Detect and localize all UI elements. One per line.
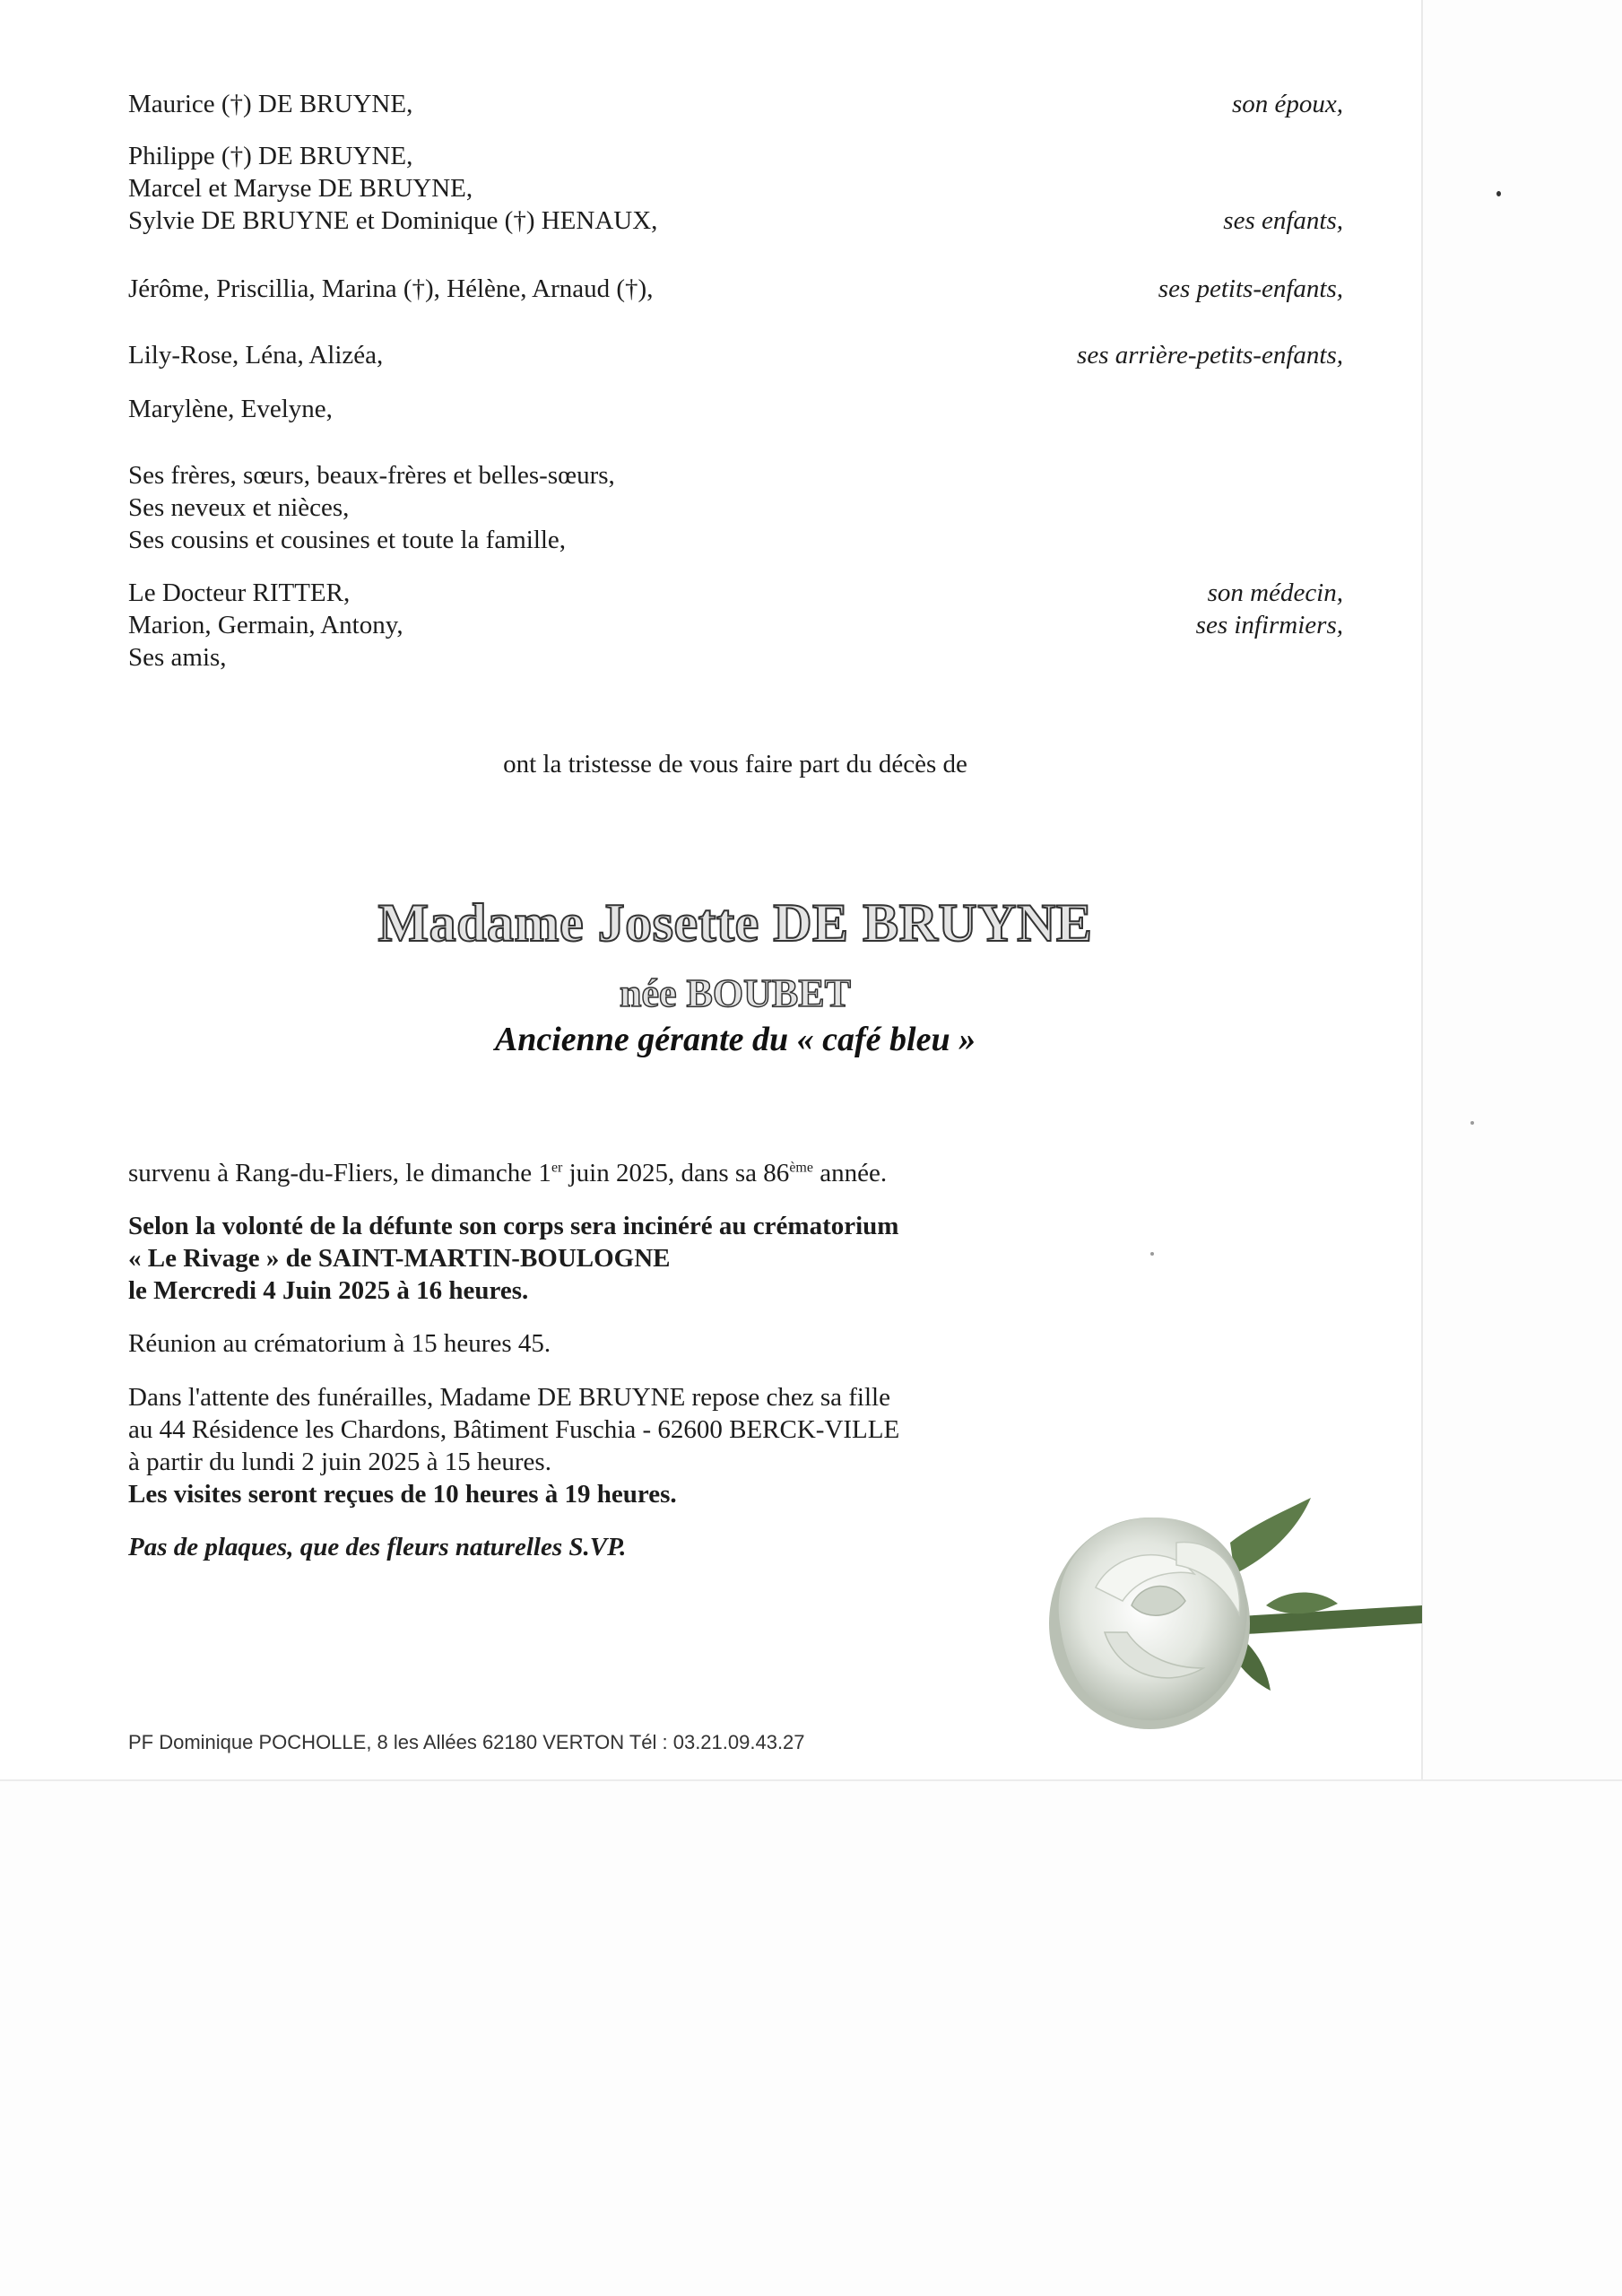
family-name-line: Marcel et Maryse DE BRUYNE, bbox=[128, 174, 473, 203]
family-row-grandchildren bbox=[128, 273, 1343, 305]
death-text: juin 2025, dans sa 86 bbox=[562, 1159, 790, 1187]
relation-line: ses petits-enfants, bbox=[1158, 274, 1343, 303]
family-relation bbox=[1158, 273, 1343, 305]
flowers-note bbox=[128, 1531, 1070, 1563]
family-row-others bbox=[128, 393, 1343, 425]
family-relation bbox=[1077, 339, 1343, 371]
family-name-line: Sylvie DE BRUYNE et Dominique (†) HENAUX, bbox=[128, 206, 658, 235]
family-names bbox=[128, 273, 653, 305]
family-name-line: Maurice (†) DE BRUYNE, bbox=[128, 90, 413, 118]
ordinal-suffix: ème bbox=[789, 1160, 813, 1176]
family-names bbox=[128, 459, 615, 556]
family-name-line: Jérôme, Priscillia, Marina (†), Hélène, Arnaud (†), bbox=[128, 274, 654, 303]
relation-line: son époux, bbox=[1231, 90, 1343, 118]
cremation-line: le Mercredi 4 Juin 2025 à 16 heures. bbox=[128, 1276, 529, 1305]
rest-line: au 44 Résidence les Chardons, Bâtiment Fuschia - 62600 BERCK-VILLE bbox=[128, 1415, 900, 1444]
announcement-text: ont la tristesse de vous faire part du décès de bbox=[503, 750, 967, 778]
rose-leaf bbox=[1266, 1593, 1338, 1614]
family-name-line: Marylène, Evelyne, bbox=[128, 395, 333, 423]
family-names bbox=[128, 393, 333, 425]
ordinal-suffix: er bbox=[551, 1160, 563, 1176]
white-rose-image bbox=[1042, 1489, 1427, 1753]
cremation-line: « Le Rivage » de SAINT-MARTIN-BOULOGNE bbox=[128, 1244, 671, 1273]
meeting-details bbox=[128, 1327, 1070, 1360]
relation-line: son médecin, bbox=[1207, 578, 1343, 607]
family-names bbox=[128, 140, 657, 237]
maiden-name: née BOUBET bbox=[620, 971, 851, 1015]
family-row-extended bbox=[128, 459, 1343, 556]
relation-line: ses arrière-petits-enfants, bbox=[1077, 341, 1343, 370]
family-row-spouse bbox=[128, 88, 1343, 120]
death-text: année. bbox=[812, 1159, 888, 1187]
family-name-line: Marion, Germain, Antony, bbox=[128, 611, 403, 639]
family-name-line: Ses amis, bbox=[128, 643, 227, 672]
rose-leaf bbox=[1230, 1498, 1311, 1574]
rest-line: Dans l'attente des funérailles, Madame DE BRUYNE repose chez sa fille bbox=[128, 1383, 890, 1412]
scan-edge bbox=[0, 1779, 1622, 1781]
family-name-line: Philippe (†) DE BRUYNE, bbox=[128, 142, 413, 170]
family-names bbox=[128, 88, 412, 120]
family-relation bbox=[1196, 577, 1343, 641]
family-name-line: Ses cousins et cousines et toute la famille, bbox=[128, 526, 567, 554]
family-name-line: Ses neveux et nièces, bbox=[128, 493, 350, 522]
cremation-details bbox=[128, 1210, 1070, 1307]
funeral-home-footer: PF Dominique POCHOLLE, 8 les Allées 62180 VERTON Tél : 03.21.09.43.27 bbox=[128, 1731, 805, 1753]
rest-details bbox=[128, 1381, 1070, 1510]
rest-line: à partir du lundi 2 juin 2025 à 15 heures. bbox=[128, 1448, 551, 1476]
death-text: survenu à Rang-du-Fliers, le dimanche 1 bbox=[128, 1159, 551, 1187]
family-relation bbox=[1232, 88, 1343, 120]
family-row-great-grandchildren bbox=[128, 339, 1343, 371]
family-row-care bbox=[128, 577, 1343, 674]
family-names bbox=[128, 577, 403, 674]
visits-line: Les visites seront reçues de 10 heures à 19 heures. bbox=[128, 1480, 677, 1509]
death-details bbox=[128, 1157, 1070, 1189]
meeting-line: Réunion au crématorium à 15 heures 45. bbox=[128, 1329, 551, 1358]
scan-speck bbox=[1470, 1121, 1474, 1125]
family-name-line: Le Docteur RITTER, bbox=[128, 578, 351, 607]
family-relation bbox=[1223, 140, 1343, 237]
relation-line: ses infirmiers, bbox=[1195, 611, 1343, 639]
family-names bbox=[128, 339, 383, 371]
scan-speck bbox=[1150, 1252, 1154, 1256]
scan-speck bbox=[1496, 191, 1501, 196]
family-name-line: Lily-Rose, Léna, Alizéa, bbox=[128, 341, 384, 370]
death-line bbox=[128, 1157, 1070, 1189]
deceased-title: Ancienne gérante du « café bleu » bbox=[494, 1021, 976, 1058]
flowers-line: Pas de plaques, que des fleurs naturelles S.VP. bbox=[128, 1533, 627, 1561]
family-name-line: Ses frères, sœurs, beaux-frères et belles-sœurs, bbox=[128, 461, 615, 490]
relation-line: ses enfants, bbox=[1223, 206, 1343, 235]
deceased-name: Madame Josette DE BRUYNE bbox=[377, 893, 1093, 952]
cremation-line: Selon la volonté de la défunte son corps sera incinéré au crématorium bbox=[128, 1212, 899, 1240]
family-row-children bbox=[128, 140, 1343, 237]
